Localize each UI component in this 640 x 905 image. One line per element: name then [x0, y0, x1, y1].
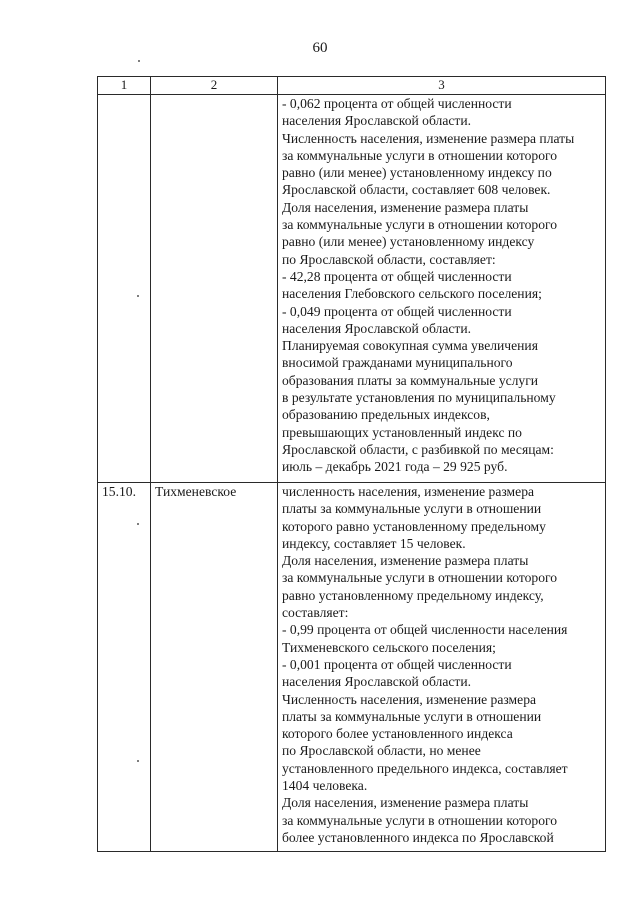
text-line: платы за коммунальные услуги в отношении [282, 708, 542, 724]
text-line: установленного предельного индекса, составляет [282, 760, 568, 776]
text-line: равно установленному предельному индексу, [282, 587, 544, 603]
text-line: Численность населения, изменение размера платы [282, 130, 575, 146]
row-number-cell [98, 95, 151, 483]
text-line: Доля населения, изменение размера платы [282, 199, 529, 215]
text-line: образованию предельных индексов, [282, 407, 490, 423]
text-line: превышающих установленный индекс по [282, 424, 522, 440]
table-header-row [98, 77, 606, 95]
text-line: за коммунальные услуги в отношении которого [282, 147, 558, 163]
text-line: в результате установления по муниципальному [282, 390, 556, 406]
text-line: численность населения, изменение размера [282, 484, 535, 499]
document-table [97, 76, 606, 852]
text-line: населения Ярославской области. [282, 674, 472, 690]
text-line: населения Ярославской области. [282, 113, 472, 129]
text-line: Численность населения, изменение размера [282, 691, 537, 707]
text-line: индексу, составляет 15 человек. [282, 535, 466, 551]
text-line: образования платы за коммунальные услуги [282, 372, 539, 388]
column-header: 2 [151, 77, 278, 95]
text-line: - 42,28 процента от общей численности [282, 268, 512, 284]
text-line: составляет: [282, 605, 349, 621]
text-line: - 0,99 процента от общей численности населения [282, 622, 568, 638]
description-cell [278, 95, 606, 483]
text-line: за коммунальные услуги в отношении которого [282, 217, 558, 233]
text-line: по Ярославской области, составляет: [282, 251, 496, 267]
text-line: Доля населения, изменение размера платы [282, 553, 529, 569]
text-line: Ярославской области, составляет 608 человек. [282, 182, 551, 198]
table-row [98, 483, 606, 852]
text-line: за коммунальные услуги в отношении которого [282, 570, 558, 586]
page-number: 60 [312, 40, 328, 56]
scan-speck [138, 60, 140, 62]
text-line: - 0,049 процента от общей численности [282, 303, 512, 319]
text-line: 1404 человека. [282, 778, 368, 794]
column-header: 1 [98, 77, 151, 95]
text-line: равно (или менее) установленному индексу [282, 234, 535, 250]
text-line: за коммунальные услуги в отношении которого [282, 812, 558, 828]
text-line: Ярославской области, с разбивкой по месяцам: [282, 441, 554, 457]
text-line: платы за коммунальные услуги в отношении [282, 501, 542, 517]
settlement-name-cell: Тихменевское [151, 483, 278, 852]
text-line: населения Ярославской области. [282, 320, 472, 336]
text-line: по Ярославской области, но менее [282, 743, 481, 759]
text-line: вносимой гражданами муниципального [282, 355, 513, 371]
text-line: Тихменевского сельского поселения; [282, 639, 496, 655]
text-line: Доля населения, изменение размера платы [282, 795, 529, 811]
row-number-cell: 15.10. [98, 483, 151, 852]
text-line: населения Глебовского сельского поселения; [282, 286, 542, 302]
settlement-name-cell [151, 95, 278, 483]
text-line: которого равно установленному предельному [282, 518, 546, 534]
text-line: Планируемая совокупная сумма увеличения [282, 338, 538, 354]
column-header: 3 [278, 77, 606, 95]
text-line: равно (или менее) установленному индексу по [282, 165, 552, 181]
text-line: - 0,001 процента от общей численности [282, 656, 512, 672]
text-line: более установленного индекса по Ярославской [282, 829, 554, 845]
table-row [98, 95, 606, 483]
text-line: июль – декабрь 2021 года – 29 925 руб. [282, 459, 508, 475]
text-line: - 0,062 процента от общей численности [282, 96, 512, 111]
description-cell [278, 483, 606, 852]
text-line: которого более установленного индекса [282, 726, 513, 742]
